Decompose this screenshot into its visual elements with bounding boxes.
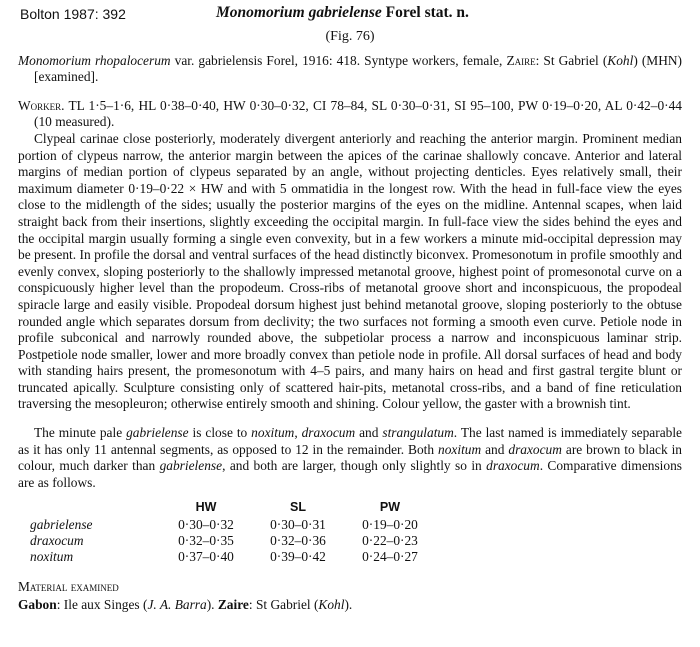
species-status: stat. n. [424, 4, 469, 21]
table-cell-species: gabrielense [30, 517, 93, 533]
synonym-locality: : St Gabriel ( [535, 52, 608, 68]
comparison-table [30, 499, 436, 565]
discussion-text: . Comparative dimensions are as follows. [18, 458, 682, 490]
species-title [216, 5, 469, 22]
synonym-name: Monomorium rhopalocerum [18, 52, 171, 68]
synonym-locality-label: Zaire [506, 52, 536, 68]
discussion-text: The minute pale [34, 425, 127, 441]
worker-description: Clypeal carinae close posteriorly, moderately divergent anteriorly and reaching the anterior margin. Prominent median portion of clypeus narrow, the anterior margin between the apices of the carinae shallowly concave. Anterior and lateral margins of median portion of clypeus separated by an angle, without projecting denticles. Eyes relatively small, their maximum diameter 0·19–0·22 × HW and with 5 ommatidia in the longest row. With the head in full-face view the eyes close to the midlength of the sides; usually the posterior margins of the eyes on the midline. Antennal scapes, when laid straight back from their insertions, slightly exceeding the occipital margin. In full-face view the sides behind the eyes and the occipital margin usually forming a single even convexity, but in a few workers a minute mid-occipital depression may be present. In profile the dorsal and ventral surfaces of the head distinctly biconvex. Promesonotum in profile smoothly and evenly convex, sloping posteriorly to the shallowly impressed metanotal groove, highest point of promesonotal curve on a conspicuously higher level than the propodeum. Cross-ribs of metanotal groove short and inconspicuous, the propodeal spiracle large and easily visible. Propodeal dorsum highest just behind metanotal groove, sloping posteriorly to the obtuse rounded angle which separates dorsum from declivity; the two surfaces not forming a smooth even curve. Petiole node in profile subconical and narrowly rounded above, the subpetiolar process a narrow and inconspicuous laminar strip. Postpetiole node smaller, lower and more broadly convex than petiole node in profile. All dorsal surfaces of head and body with standing hairs present, the promesonotum with 4–5 pairs, and many hairs on head and first gastral tergite blunt or truncated apically. Sculpture consisting only of scattered hair-pits, metanotal cross-ribs, and a band of fine reticulation traversing the mesopleuron; otherwise entirely smooth and shining. Colour yellow, the gaster with a brownish tint. [18, 130, 682, 412]
comparison-header-hw: HW [195, 500, 217, 515]
material-collector: Kohl [318, 596, 345, 612]
discussion-species: draxocum [508, 441, 562, 457]
discussion-species: gabrielense [159, 458, 223, 474]
table-cell-pw: 0·24–0·27 [362, 549, 418, 565]
table-cell-pw: 0·22–0·23 [362, 533, 418, 549]
table-row [30, 517, 436, 533]
discussion-text: , and both are larger, though only slightly so in [222, 458, 487, 474]
table-cell-sl: 0·39–0·42 [270, 549, 326, 565]
synonym-end: ) (MHN) [examined]. [34, 52, 683, 85]
discussion-text: . The last named is immediately separable as it has only 11 antennal segments, as opposed to 12 in the remainder. Both [18, 425, 683, 457]
table-cell-pw: 0·19–0·20 [362, 517, 418, 533]
discussion-species: gabrielense [126, 425, 189, 441]
discussion-text: , [294, 425, 302, 441]
discussion-text: and [481, 441, 509, 457]
comparison-header-blank [30, 499, 160, 517]
discussion-text: and [355, 425, 383, 441]
discussion-species: draxocum [486, 458, 540, 474]
figure-reference: (Fig. 76) [325, 29, 375, 44]
worker-measurements-text: TL 1·5–1·6, HL 0·38–0·40, HW 0·30–0·32, CI 78–84, SL 0·30–0·31, SI 95–100, PW 0·19–0·20, AL 0·42–0·44 (10 measured). [34, 97, 682, 130]
document-page [18, 4, 682, 613]
comparison-header-pw: PW [379, 500, 401, 515]
species-name: Monomorium gabrielense [216, 4, 382, 21]
source-citation: Bolton 1987: 392 [20, 6, 126, 22]
material-heading: Material examined [18, 579, 119, 595]
discussion-text: is close to [188, 425, 252, 441]
synonym-collector: Kohl [607, 52, 634, 68]
comparison-header-sl: SL [290, 500, 306, 515]
species-author: Forel [385, 4, 421, 21]
header-row [18, 4, 682, 24]
table-row [30, 533, 436, 549]
comparison-header-row [30, 499, 436, 517]
worker-label: Worker. [18, 97, 65, 113]
table-cell-hw: 0·32–0·35 [178, 533, 234, 549]
material-locality: : St Gabriel ( [248, 596, 319, 612]
table-row [30, 549, 436, 565]
synonym-text: var. gabrielensis Forel, 1916: 418. Syntype workers, female, [174, 52, 503, 68]
material-locality: : Ile aux Singes ( [56, 596, 148, 612]
synonymy-paragraph [18, 53, 682, 86]
worker-measurements [18, 98, 682, 131]
table-cell-hw: 0·37–0·40 [178, 549, 234, 565]
material-end: ). [344, 596, 353, 612]
material-paragraph [18, 597, 682, 614]
table-cell-sl: 0·32–0·36 [270, 533, 326, 549]
discussion-species: noxitum [438, 441, 482, 457]
material-country: Gabon [18, 596, 57, 612]
table-cell-hw: 0·30–0·32 [178, 517, 234, 533]
discussion-species: noxitum [251, 425, 295, 441]
table-cell-species: draxocum [30, 533, 84, 549]
discussion-text: are brown to black in colour, much darker than [18, 441, 683, 474]
material-country: Zaire [217, 596, 249, 612]
material-separator: ). [206, 596, 218, 612]
discussion-paragraph [18, 425, 682, 491]
discussion-species: draxocum [301, 425, 356, 441]
table-cell-sl: 0·30–0·31 [270, 517, 326, 533]
table-cell-species: noxitum [30, 549, 74, 565]
material-collector: J. A. Barra [147, 596, 207, 612]
discussion-species: strangulatum [382, 425, 454, 441]
